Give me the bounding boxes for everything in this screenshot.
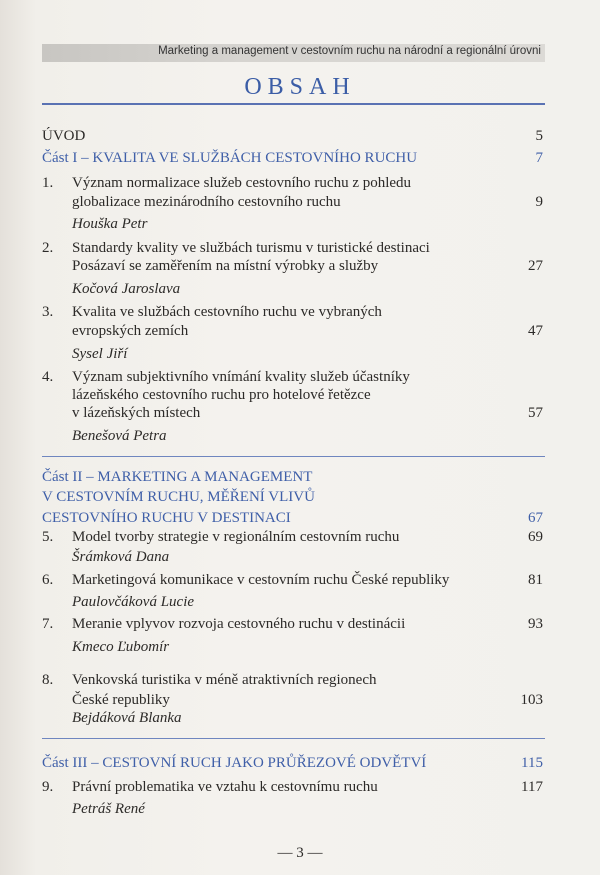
chapter-number: 8. [42,672,54,688]
chapter-title: Význam subjektivního vnímání kvality služeb účastníky [72,369,410,385]
chapter-author [42,637,543,657]
chapter-title: Kvalita ve službách cestovního ruchu ve vybraných [72,304,382,320]
chapter-author [42,279,543,299]
section-divider [42,456,545,457]
running-header-text: Marketing a management v cestovním ruchu na národní a regionální úrovni [158,45,541,57]
page-number: 47 [528,323,543,339]
part-heading [42,148,543,168]
part-title: V CESTOVNÍM RUCHU, MĚŘENÍ VLIVŮ [42,489,315,505]
part-heading [42,508,543,528]
part-title: Část III – CESTOVNÍ RUCH JAKO PRŮŘEZOVÉ ODVĚTVÍ [42,755,427,771]
author-name: Kočová Jaroslava [72,281,181,297]
chapter-author [42,592,543,612]
part-title: Část I – KVALITA VE SLUŽBÁCH CESTOVNÍHO RUCHU [42,150,418,166]
chapter-number: 6. [42,572,54,588]
page-title: OBSAH [244,74,356,100]
chapter-number: 1. [42,175,54,191]
chapter-entry [42,256,543,276]
chapter-number: 7. [42,616,54,632]
chapter-author [42,547,543,567]
chapter-author [42,708,543,728]
page-number: 5 [535,128,543,144]
part-heading [42,753,543,773]
page-number: 115 [521,755,543,771]
part-heading [42,487,543,507]
page-number: 7 [535,150,543,166]
author-name: Bejdáková Blanka [72,710,182,726]
part-title: CESTOVNÍHO RUCHU V DESTINACI [42,510,291,526]
chapter-title: Marketingová komunikace v cestovním ruchu České republiky [72,572,450,588]
page-number: 9 [535,194,543,210]
page-number: 27 [528,258,543,274]
author-name: Houška Petr [72,216,148,232]
author-name: Šrámková Dana [72,549,170,565]
chapter-title: Význam normalizace služeb cestovního ruchu z pohledu [72,175,412,191]
chapter-title: Venkovská turistika v méně atraktivních regionech [72,672,377,688]
folio: — 3 — [277,845,323,861]
chapter-entry [42,302,543,322]
chapter-title: České republiky [72,692,170,708]
chapter-number: 9. [42,779,54,795]
chapter-title: Posázaví se zaměřením na místní výrobky a služby [72,258,379,274]
chapter-title: v lázeňských místech [72,405,201,421]
chapter-title: lázeňského cestovního ruchu pro hotelové řetězce [72,387,371,403]
page-number: 117 [521,779,543,795]
author-name: Kmeco Ľubomír [72,639,170,655]
part-title: Část II – MARKETING A MANAGEMENT [42,469,313,485]
chapter-entry [42,403,543,423]
author-name: Petráš René [72,801,145,817]
chapter-author [42,214,543,234]
chapter-entry [42,367,543,387]
page-number: 103 [520,692,543,708]
author-name: Paulovčáková Lucie [72,594,195,610]
chapter-entry [42,777,543,797]
chapter-entry [42,173,543,193]
chapter-entry [42,385,543,405]
chapter-title: evropských zemích [72,323,189,339]
page-number: 69 [528,529,543,545]
chapter-author [42,344,543,364]
page-number: 93 [528,616,543,632]
chapter-title: Model tvorby strategie v regionálním cestovním ruchu [72,529,400,545]
chapter-title: globalizace mezinárodního cestovního ruchu [72,194,341,210]
page-number: 67 [528,510,543,526]
part-heading [42,467,543,487]
title-underline [42,103,545,105]
chapter-entry [42,614,543,634]
chapter-author [42,799,543,819]
chapter-entry [42,238,543,258]
author-name: Benešová Petra [72,428,167,444]
chapter-entry [42,690,543,710]
chapter-author [42,426,543,446]
page-number: 57 [528,405,543,421]
chapter-entry [42,670,543,690]
chapter-title: Právní problematika ve vztahu k cestovnímu ruchu [72,779,378,795]
intro-label: ÚVOD [42,128,86,144]
chapter-entry [42,570,543,590]
chapter-number: 2. [42,240,54,256]
running-header [42,44,545,62]
page-number: 81 [528,572,543,588]
toc-intro [42,126,543,146]
chapter-entry [42,192,543,212]
section-divider [42,738,545,739]
chapter-number: 3. [42,304,54,320]
chapter-entry [42,321,543,341]
chapter-number: 4. [42,369,54,385]
chapter-title: Meranie vplyvov rozvoja cestovného ruchu v destinácii [72,616,406,632]
chapter-number: 5. [42,529,54,545]
chapter-title: Standardy kvality ve službách turismu v turistické destinaci [72,240,430,256]
chapter-entry [42,527,543,547]
author-name: Sysel Jiří [72,346,128,362]
